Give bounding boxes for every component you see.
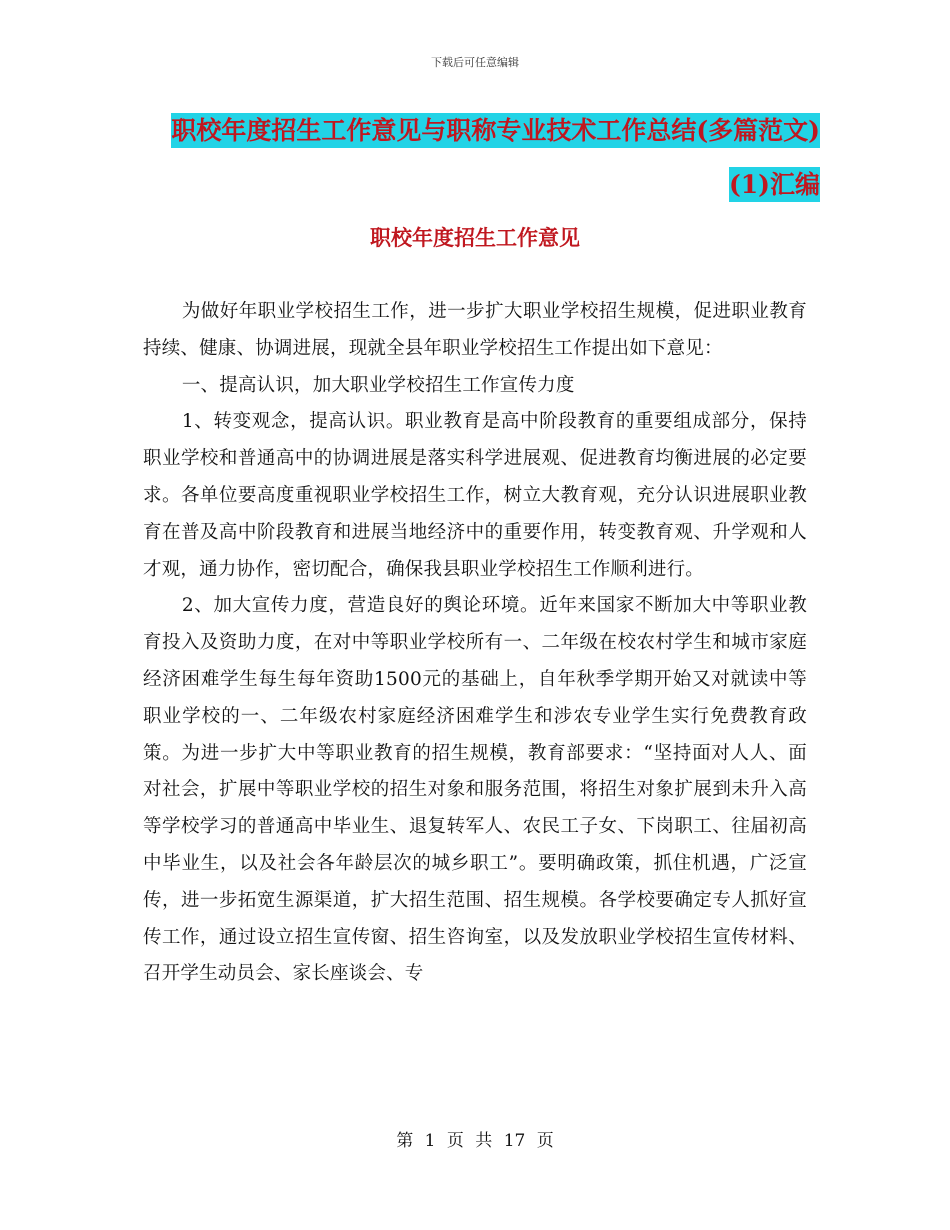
page-number-footer: 第 1 页 共 17 页 <box>396 1131 554 1151</box>
section-title: 职校年度招生工作意见 <box>370 225 580 250</box>
paragraph: 1、转变观念，提高认识。职业教育是高中阶段教育的重要组成部分，保持职业学校和普通高中的协调进展是落实科学进展观、促进教育均衡进展的必定要求。各单位要高度重视职业学校招生工作，树立大教育观，充分认识进展职业教育在普及高中阶段教育和进展当地经济中的重要作用，转变教育观、升学观和人才观，通力协作，密切配合，确保我县职业学校招生工作顺利进行。 <box>143 411 807 580</box>
document-title <box>140 104 820 212</box>
document-title-text: 职校年度招生工作意见与职称专业技术工作总结(多篇范文)(1)汇编 <box>171 113 820 202</box>
paragraph: 2、加大宣传力度，营造良好的舆论环境。近年来国家不断加大中等职业教育投入及资助力度，在对中等职业学校所有一、二年级在校农村学生和城市家庭经济困难学生每生每年资助1500元的基础上，自年秋季学期开始又对就读中等职业学校的一、二年级农村家庭经济困难学生和涉农专业学生实行免费教育政策。为进一步扩大中等职业教育的招生规模，教育部要求：“坚持面对人人、面对社会，扩展中等职业学校的招生对象和服务范围，将招生对象扩展到未升入高等学校学习的普通高中毕业生、退复转军人、农民工子女、下岗职工、往届初高中毕业生，以及社会各年龄层次的城乡职工”。要明确政策，抓住机遇，广泛宣传，进一步拓宽生源渠道，扩大招生范围、招生规模。各学校要确定专人抓好宣传工作，通过设立招生宣传窗、招生咨询室，以及发放职业学校招生宣传材料、召开学生动员会、家长座谈会、专 <box>143 595 807 985</box>
page-header-note: 下载后可任意编辑 <box>431 56 519 69</box>
paragraph: 一、提高认识，加大职业学校招生工作宣传力度 <box>181 374 575 396</box>
document-body <box>143 294 807 993</box>
paragraph: 为做好年职业学校招生工作，进一步扩大职业学校招生规模，促进职业教育持续、健康、协调进展，现就全县年职业学校招生工作提出如下意见： <box>143 301 807 359</box>
